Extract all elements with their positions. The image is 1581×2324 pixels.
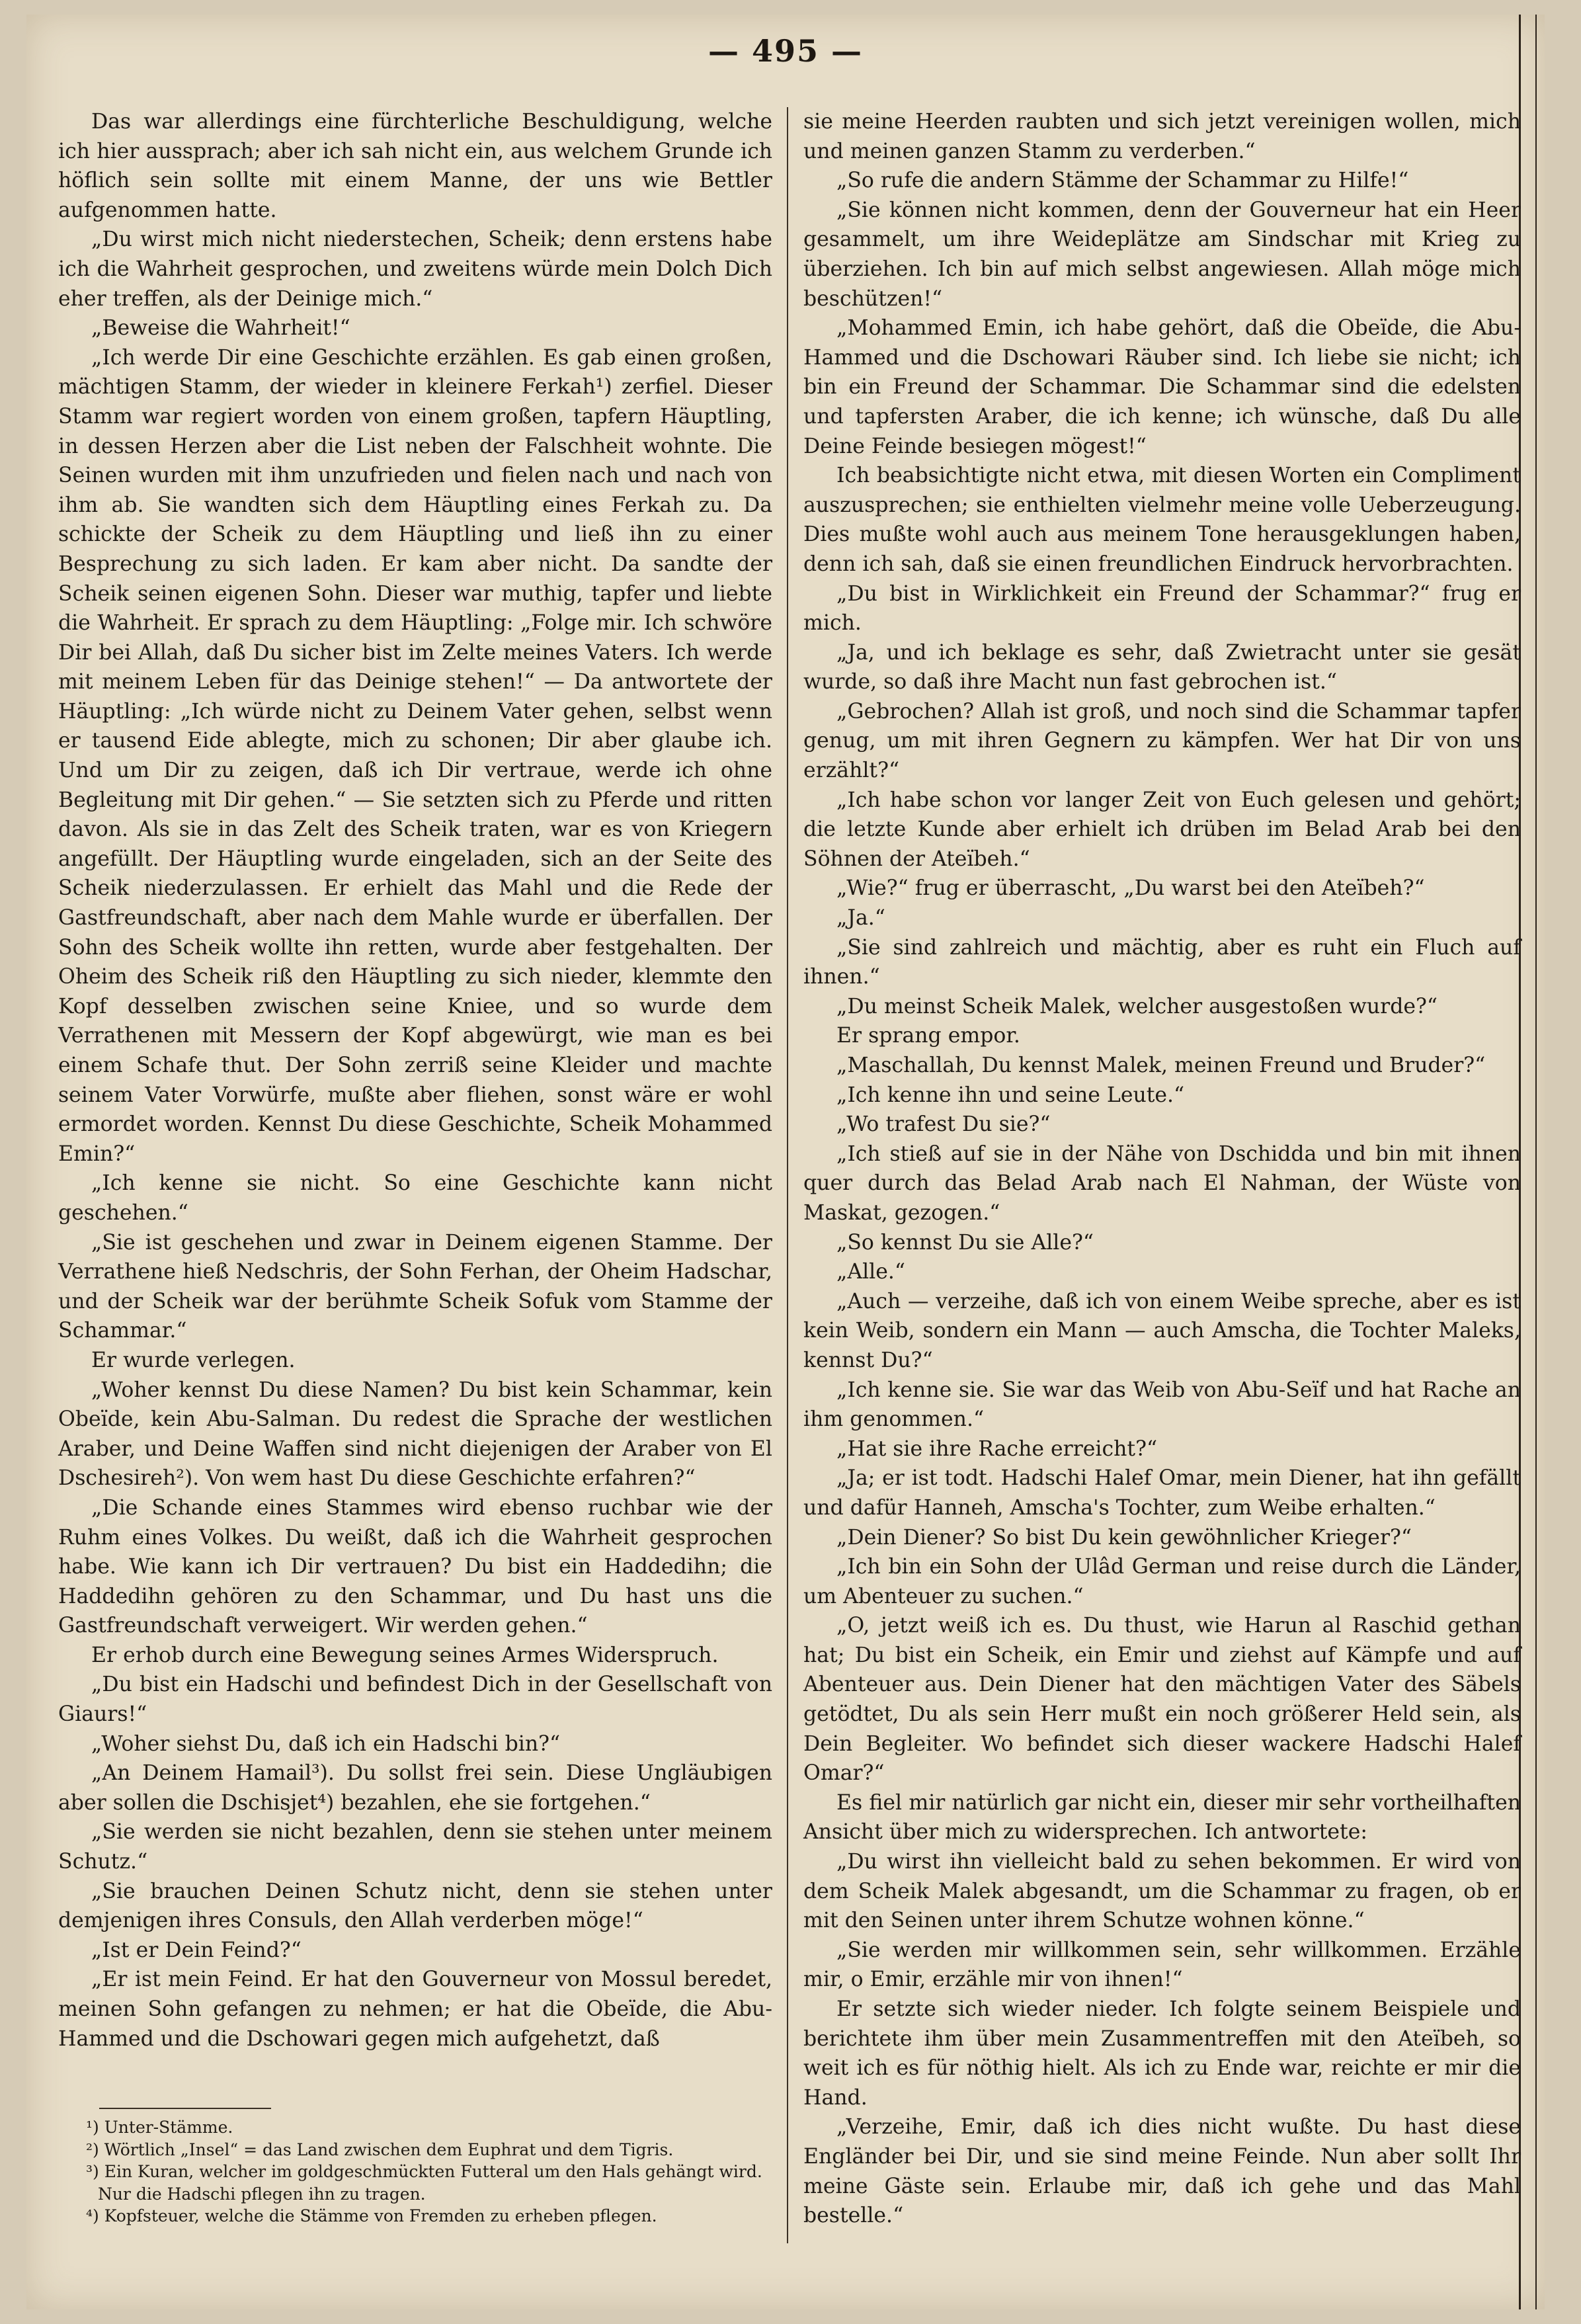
paragraph: „Er ist mein Feind. Er hat den Gouverneur von Mossul beredet, meinen Sohn gefangen zu nehmen; er hat die Obeïde, die Abu-Hammed und die Dschowari gegen mich aufgehetzt, daß [58, 1968, 772, 2051]
paragraph: „Ist er Dein Feind?“ [91, 1938, 302, 1962]
paragraph: „Beweise die Wahrheit!“ [91, 316, 350, 341]
footnote: ³) Ein Kuran, welcher im goldgeschmückten Futteral um den Hals gehängt wird. Nur die Hadschi pflegen ihn zu tragen. [86, 2162, 762, 2204]
paragraph: „Sie werden mir willkommen sein, sehr willkommen. Erzähle mir, o Emir, erzähle mir von ihnen!“ [803, 1938, 1521, 1992]
footnote-rule [99, 2108, 271, 2109]
paragraph: „Du wirst mich nicht niederstechen, Scheik; denn erstens habe ich die Wahrheit gesprochen, und zweitens würde mein Dolch Dich eher treffen, als der Deinige mich.“ [58, 228, 772, 311]
paragraph: „Sie können nicht kommen, denn der Gouverneur hat ein Heer gesammelt, um ihre Weideplätze am Sindschar mit Krieg zu überziehen. Ich bin auf mich selbst angewiesen. Allah möge mich beschützen!“ [803, 198, 1521, 311]
paragraph: „Woher siehst Du, daß ich ein Hadschi bin?“ [91, 1731, 561, 1756]
paragraph: „So rufe die andern Stämme der Schammar zu Hilfe!“ [836, 169, 1409, 193]
newspaper-page [26, 15, 1545, 2309]
paragraph: „Ja, und ich beklage es sehr, daß Zwietracht unter sie gesät wurde, so daß ihre Macht nun fast gebrochen ist.“ [803, 640, 1521, 694]
paragraph: Das war allerdings eine fürchterliche Beschuldigung, welche ich hier aussprach; aber ich sah nicht ein, aus welchem Grunde ich höflich sein sollte mit einem Manne, der uns wie Bettler aufgenommen hatte. [58, 110, 772, 222]
paragraph: „Sie brauchen Deinen Schutz nicht, denn sie stehen unter demjenigen ihres Consuls, den Allah verderben möge!“ [58, 1879, 772, 1933]
paragraph: „Ich kenne sie. Sie war das Weib von Abu-Seïf und hat Rache an ihm genommen.“ [803, 1378, 1521, 1432]
footnotes [58, 2116, 779, 2227]
paragraph: „An Deinem Hamail³). Du sollst frei sein. Diese Ungläubigen aber sollen die Dschisjet⁴) bezahlen, ehe sie fortgehen.“ [58, 1761, 772, 1815]
page-number: — 495 — [708, 33, 864, 69]
paragraph: „Hat sie ihre Rache erreicht?“ [836, 1436, 1158, 1461]
paragraph: „Gebrochen? Allah ist groß, und noch sind die Schammar tapfer genug, um mit ihren Gegnern zu kämpfen. Wer hat Dir von uns erzählt?“ [803, 699, 1521, 783]
paragraph: „Sie werden sie nicht bezahlen, denn sie stehen unter meinem Schutz.“ [58, 1820, 772, 1874]
paragraph: Es fiel mir natürlich gar nicht ein, dieser mir sehr vortheilhaften Ansicht über mich zu widersprechen. Ich antwortete: [803, 1790, 1521, 1845]
page-border-rule [1519, 15, 1537, 2309]
footnote: ¹) Unter-Stämme. [86, 2118, 233, 2137]
paragraph: „Verzeihe, Emir, daß ich dies nicht wußte. Du hast diese Engländer bei Dir, und sie sind meine Feinde. Nun aber sollt Ihr meine Gäste sein. Erlaube mir, daß ich gehe und das Mahl bestelle.“ [803, 2115, 1521, 2228]
footnote: ⁴) Kopfsteuer, welche die Stämme von Fremden zu erheben pflegen. [86, 2206, 657, 2225]
paragraph: „Ich kenne sie nicht. So eine Geschichte kann nicht geschehen.“ [58, 1171, 772, 1225]
paragraph: „Ich kenne ihn und seine Leute.“ [836, 1083, 1185, 1107]
paragraph: „O, jetzt weiß ich es. Du thust, wie Harun al Raschid gethan hat; Du bist ein Scheik, ein Emir und ziehst auf Kämpfe und auf Abenteuer aus. Dein Diener hat den mächtigen Vater des Säbels getödtet, Du als sein Herr mußt ein noch größerer Held sein, als Dein Begleiter. Wo befindet sich dieser wackere Hadschi Halef Omar?“ [803, 1614, 1521, 1786]
paragraph: Er setzte sich wieder nieder. Ich folgte seinem Beispiele und berichtete ihm über mein Zusammentreffen mit den Ateïbeh, so weit ich es für nöthig hielt. Als ich zu Ende war, reichte er mir die Hand. [803, 1997, 1521, 2110]
paragraph: sie meine Heerden raubten und sich jetzt vereinigen wollen, mich und meinen ganzen Stamm zu verderben.“ [803, 110, 1521, 163]
paragraph: „Ich werde Dir eine Geschichte erzählen. Es gab einen großen, mächtigen Stamm, der wieder in kleinere Ferkah¹) zerfiel. Dieser Stamm war regiert worden von einem großen, tapfern Häuptling, in dessen Herzen aber die List neben der Falschheit wohnte. Die Seinen wurden mit ihm unzufrieden und fielen nach und nach von ihm ab. Sie wandten sich dem Häuptling eines Ferkah zu. Da schickte der Scheik zu dem Häuptling und ließ ihn zu einer Besprechung zu sich laden. Er kam aber nicht. Da sandte der Scheik seinen eigenen Sohn. Dieser war muthig, tapfer und liebte die Wahrheit. Er sprach zu dem Häuptling: „Folge mir. Ich schwöre Dir bei Allah, daß Du sicher bist im Zelte meines Vaters. Ich werde mit meinem Leben für das Deinige stehen!“ — Da antwortete der Häuptling: „Ich würde nicht zu Deinem Vater gehen, selbst wenn er tausend Eide ablegte, mich zu schonen; Dir aber glaube ich. Und um Dir zu zeigen, daß ich Dir vertraue, werde ich ohne Begleitung mit Dir gehen.“ — Sie setzten sich zu Pferde und ritten davon. Als sie in das Zelt des Scheik traten, war es von Kriegern angefüllt. Der Häuptling wurde eingeladen, sich an der Seite des Scheik niederzulassen. Er erhielt das Mahl und die Rede der Gastfreundschaft, aber nach dem Mahle wurde er überfallen. Der Sohn des Scheik wollte ihn retten, wurde aber festgehalten. Der Oheim des Scheik riß den Häuptling zu sich nieder, klemmte den Kopf desselben zwischen seine Kniee, und so wurde dem Verrathenen mit Messern der Kopf abgewürgt, wie man es bei einem Schafe thut. Der Sohn zerriß seine Kleider und machte seinem Vater Vorwürfe, mußte aber fliehen, sonst wäre er wohl ermordet worden. Kennst Du diese Geschichte, Scheik Mohammed Emin?“ [58, 345, 772, 1166]
paragraph: Ich beabsichtigte nicht etwa, mit diesen Worten ein Compliment auszusprechen; sie enthielten vielmehr meine volle Ueberzeugung. Dies mußte wohl auch aus meinem Tone herausgeklungen haben, denn ich sah, daß sie einen freundlichen Eindruck hervorbrachten. [803, 464, 1521, 576]
paragraph: „Mohammed Emin, ich habe gehört, daß die Obeïde, die Abu-Hammed und die Dschowari Räuber sind. Ich liebe sie nicht; ich bin ein Freund der Schammar. Die Schammar sind die edelsten und tapfersten Araber, die ich kenne; ich wünsche, daß Du alle Deine Feinde besiegen mögest!“ [803, 316, 1521, 458]
right-column [803, 107, 1521, 2231]
paragraph: „Sie ist geschehen und zwar in Deinem eigenen Stamme. Der Verrathene hieß Nedschris, der Sohn Ferhan, der Oheim Hadschar, und der Scheik war der berühmte Scheik Sofuk vom Stamme der Schammar.“ [58, 1230, 772, 1343]
paragraph: „Ja.“ [836, 906, 885, 931]
paragraph: Er sprang empor. [836, 1024, 1020, 1048]
paragraph: „Du bist ein Hadschi und befindest Dich in der Gesellschaft von Giaurs!“ [58, 1673, 772, 1727]
paragraph: „Wo trafest Du sie?“ [836, 1112, 1051, 1137]
paragraph: „Dein Diener? So bist Du kein gewöhnlicher Krieger?“ [836, 1525, 1412, 1550]
paragraph: „Auch — verzeihe, daß ich von einem Weibe spreche, aber es ist kein Weib, sondern ein Mann — auch Amscha, die Tochter Maleks, kennst Du?“ [803, 1289, 1521, 1372]
paragraph: „Ja; er ist todt. Hadschi Halef Omar, mein Diener, hat ihn gefällt und dafür Hanneh, Amscha's Tochter, zum Weibe erhalten.“ [803, 1466, 1521, 1520]
paragraph: „Die Schande eines Stammes wird ebenso ruchbar wie der Ruhm eines Volkes. Du weißt, daß ich die Wahrheit gesprochen habe. Wie kann ich Dir vertrauen? Du bist ein Haddedihn; die Haddedihn gehören zu den Schammar, und Du hast uns die Gastfreundschaft verweigert. Wir werden gehen.“ [58, 1495, 772, 1638]
paragraph: „Alle.“ [836, 1260, 905, 1284]
paragraph: „Du bist in Wirklichkeit ein Freund der Schammar?“ frug er mich. [803, 581, 1521, 636]
paragraph: „Ich stieß auf sie in der Nähe von Dschidda und bin mit ihnen quer durch das Belad Arab nach El Nahman, der Wüste von Maskat, gezogen.“ [803, 1141, 1521, 1225]
paragraph: „Wie?“ frug er überrascht, „Du warst bei den Ateïbeh?“ [836, 876, 1425, 901]
paragraph: „Ich bin ein Sohn der Ulâd German und reise durch die Länder, um Abenteuer zu suchen.“ [803, 1555, 1521, 1608]
paragraph: „So kennst Du sie Alle?“ [836, 1230, 1094, 1255]
paragraph: „Du wirst ihn vielleicht bald zu sehen bekommen. Er wird von dem Scheik Malek abgesandt, um die Schammar zu fragen, ob er mit den Seinen unter ihrem Schutze wohnen könne.“ [803, 1850, 1521, 1933]
paragraph: Er erhob durch eine Bewegung seines Armes Widerspruch. [91, 1643, 719, 1667]
footnote: ²) Wörtlich „Insel“ = das Land zwischen dem Euphrat und dem Tigris. [86, 2139, 674, 2159]
paragraph: „Du meinst Scheik Malek, welcher ausgestoßen wurde?“ [836, 994, 1438, 1018]
paragraph: „Maschallah, Du kennst Malek, meinen Freund und Bruder?“ [836, 1054, 1486, 1077]
left-column [58, 107, 772, 2054]
paragraph: Er wurde verlegen. [91, 1348, 296, 1372]
paragraph: „Woher kennst Du diese Namen? Du bist kein Schammar, kein Obeïde, kein Abu-Salman. Du redest die Sprache der westlichen Araber, und Deine Waffen sind nicht diejenigen der Araber von El Dschesireh²). Von wem hast Du diese Geschichte erfahren?“ [58, 1378, 772, 1491]
column-divider [787, 107, 788, 2243]
paragraph: „Sie sind zahlreich und mächtig, aber es ruht ein Fluch auf ihnen.“ [803, 935, 1521, 989]
paragraph: „Ich habe schon vor langer Zeit von Euch gelesen und gehört; die letzte Kunde aber erhielt ich drüben im Belad Arab bei den Söhnen der Ateïbeh.“ [803, 788, 1521, 871]
